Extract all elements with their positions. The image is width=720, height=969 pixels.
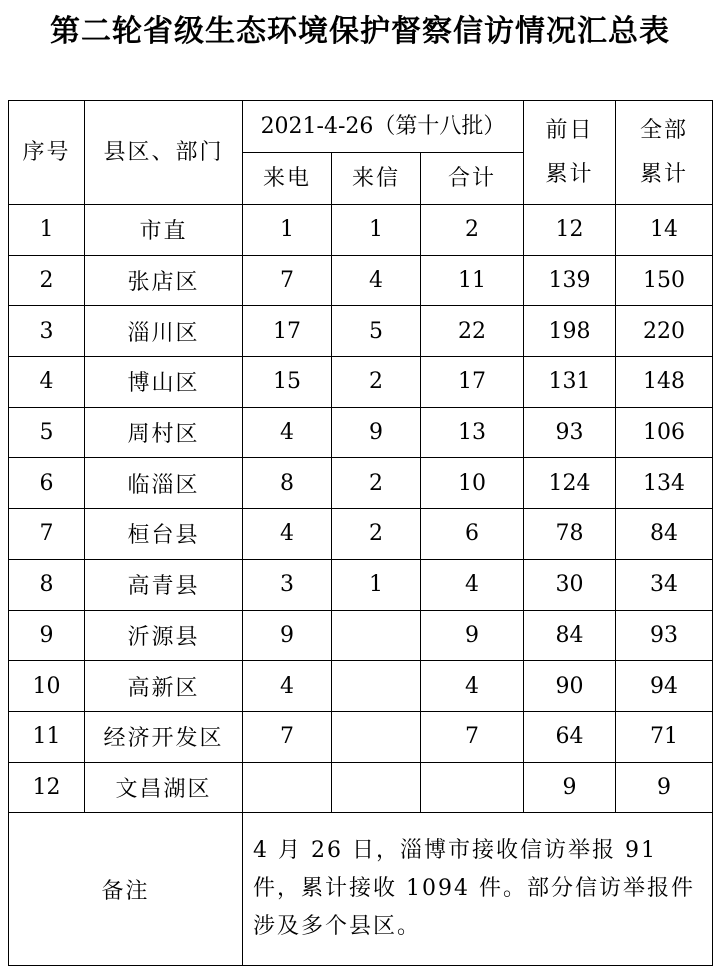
cell-subtotal: 10	[421, 458, 524, 509]
header-seq: 序号	[9, 101, 85, 205]
cell-dept: 临淄区	[85, 458, 243, 509]
table-row	[9, 509, 713, 560]
cell-phone: 1	[243, 205, 332, 256]
cell-letter: 2	[332, 458, 421, 509]
cell-total-cumulative: 34	[616, 559, 713, 610]
header-dept: 县区、部门	[85, 101, 243, 205]
cell-letter	[332, 711, 421, 762]
cell-prev-cumulative: 84	[524, 610, 616, 661]
cell-phone: 17	[243, 306, 332, 357]
cell-dept: 张店区	[85, 255, 243, 306]
cell-total-cumulative: 71	[616, 711, 713, 762]
cell-letter: 5	[332, 306, 421, 357]
cell-seq: 2	[9, 255, 85, 306]
cell-seq: 4	[9, 357, 85, 408]
cell-phone: 9	[243, 610, 332, 661]
table-row	[9, 661, 713, 712]
cell-subtotal: 7	[421, 711, 524, 762]
cell-prev-cumulative: 78	[524, 509, 616, 560]
cell-prev-cumulative: 90	[524, 661, 616, 712]
cell-total-cumulative: 9	[616, 762, 713, 813]
table-row	[9, 407, 713, 458]
cell-total-cumulative: 148	[616, 357, 713, 408]
table-footer	[9, 813, 713, 966]
cell-dept: 文昌湖区	[85, 762, 243, 813]
cell-total-cumulative: 220	[616, 306, 713, 357]
cell-letter: 2	[332, 357, 421, 408]
note-label: 备注	[9, 813, 243, 966]
cell-letter: 1	[332, 205, 421, 256]
cell-total-cumulative: 94	[616, 661, 713, 712]
cell-prev-cumulative: 64	[524, 711, 616, 762]
cell-dept: 桓台县	[85, 509, 243, 560]
cell-seq: 7	[9, 509, 85, 560]
cell-prev-cumulative: 124	[524, 458, 616, 509]
cell-prev-cumulative: 131	[524, 357, 616, 408]
table-row	[9, 559, 713, 610]
cell-total-cumulative: 106	[616, 407, 713, 458]
table-row	[9, 711, 713, 762]
table-row	[9, 205, 713, 256]
note-text: 4 月 26 日，淄博市接收信访举报 91 件，累计接收 1094 件。部分信访举报件涉及多个县区。	[243, 813, 713, 966]
table-row	[9, 762, 713, 813]
cell-phone: 4	[243, 509, 332, 560]
header-letter: 来信	[332, 153, 421, 205]
cell-phone: 7	[243, 255, 332, 306]
table-row	[9, 610, 713, 661]
cell-seq: 8	[9, 559, 85, 610]
cell-phone: 8	[243, 458, 332, 509]
header-prev-line2: 累计	[545, 161, 594, 187]
cell-letter: 9	[332, 407, 421, 458]
cell-phone: 4	[243, 407, 332, 458]
cell-dept: 周村区	[85, 407, 243, 458]
cell-prev-cumulative: 9	[524, 762, 616, 813]
petition-summary-table	[8, 100, 713, 966]
cell-prev-cumulative: 198	[524, 306, 616, 357]
header-prev-line1: 前日	[545, 117, 594, 143]
cell-subtotal: 11	[421, 255, 524, 306]
cell-letter	[332, 610, 421, 661]
cell-dept: 经济开发区	[85, 711, 243, 762]
cell-prev-cumulative: 93	[524, 407, 616, 458]
cell-prev-cumulative: 12	[524, 205, 616, 256]
cell-dept: 市直	[85, 205, 243, 256]
cell-letter: 2	[332, 509, 421, 560]
cell-total-cumulative: 14	[616, 205, 713, 256]
cell-total-cumulative: 84	[616, 509, 713, 560]
cell-subtotal	[421, 762, 524, 813]
cell-prev-cumulative: 30	[524, 559, 616, 610]
header-prev-cumulative	[524, 101, 616, 205]
cell-phone: 4	[243, 661, 332, 712]
cell-subtotal: 9	[421, 610, 524, 661]
table-row	[9, 306, 713, 357]
cell-seq: 3	[9, 306, 85, 357]
header-total-line2: 累计	[639, 161, 688, 187]
table-header	[9, 101, 713, 205]
header-total-cumulative	[616, 101, 713, 205]
document-title: 第二轮省级生态环境保护督察信访情况汇总表	[50, 14, 670, 49]
cell-seq: 12	[9, 762, 85, 813]
cell-letter: 4	[332, 255, 421, 306]
cell-dept: 高青县	[85, 559, 243, 610]
cell-phone: 3	[243, 559, 332, 610]
table-row	[9, 255, 713, 306]
cell-dept: 淄川区	[85, 306, 243, 357]
cell-subtotal: 4	[421, 559, 524, 610]
cell-seq: 6	[9, 458, 85, 509]
cell-dept: 高新区	[85, 661, 243, 712]
cell-seq: 9	[9, 610, 85, 661]
cell-subtotal: 13	[421, 407, 524, 458]
cell-subtotal: 17	[421, 357, 524, 408]
cell-total-cumulative: 150	[616, 255, 713, 306]
cell-letter	[332, 661, 421, 712]
cell-subtotal: 6	[421, 509, 524, 560]
table-body	[9, 205, 713, 813]
cell-subtotal: 2	[421, 205, 524, 256]
cell-dept: 博山区	[85, 357, 243, 408]
cell-letter: 1	[332, 559, 421, 610]
cell-prev-cumulative: 139	[524, 255, 616, 306]
cell-subtotal: 22	[421, 306, 524, 357]
cell-seq: 5	[9, 407, 85, 458]
header-batch-date: 2021-4-26（第十八批）	[243, 101, 524, 153]
cell-phone: 15	[243, 357, 332, 408]
cell-seq: 10	[9, 661, 85, 712]
cell-dept: 沂源县	[85, 610, 243, 661]
table-row	[9, 357, 713, 408]
header-subtotal: 合计	[421, 153, 524, 205]
cell-seq: 11	[9, 711, 85, 762]
cell-letter	[332, 762, 421, 813]
header-total-line1: 全部	[639, 117, 688, 143]
cell-phone: 7	[243, 711, 332, 762]
cell-subtotal: 4	[421, 661, 524, 712]
cell-seq: 1	[9, 205, 85, 256]
cell-total-cumulative: 134	[616, 458, 713, 509]
table-row	[9, 458, 713, 509]
cell-phone	[243, 762, 332, 813]
cell-total-cumulative: 93	[616, 610, 713, 661]
header-phone: 来电	[243, 153, 332, 205]
